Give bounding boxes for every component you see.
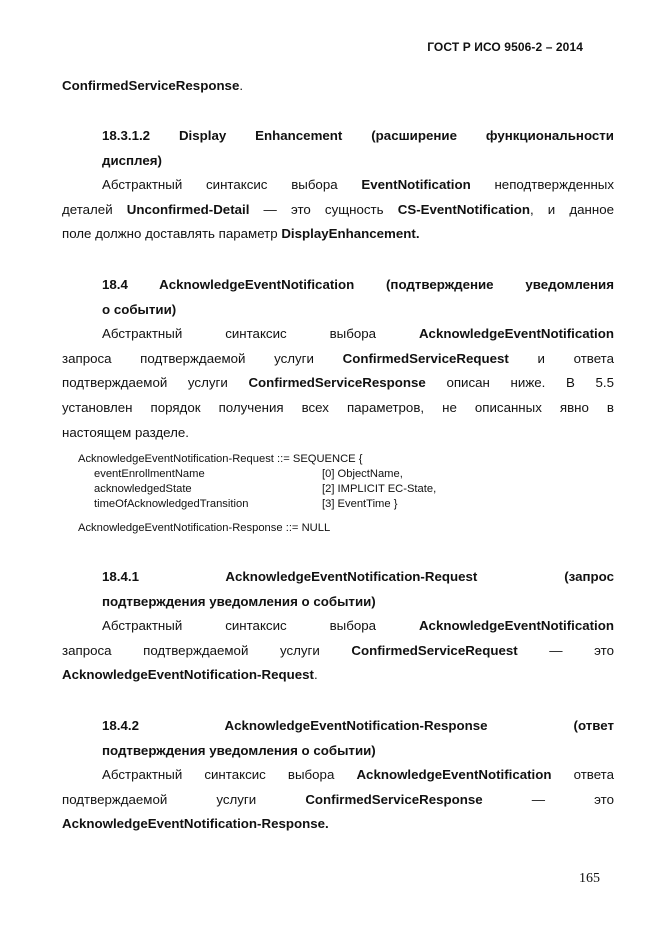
paragraph-line: AcknowledgeEventNotification-Request. [62,667,318,683]
asn1-definition [78,452,437,512]
punct: . [239,78,244,93]
paragraph-line: Абстрактный синтаксис выбора AcknowledgeEventNotification [102,618,614,634]
section-heading-cont: дисплея) [102,152,162,168]
term: ConfirmedServiceResponse [62,78,240,93]
paragraph-line: AcknowledgeEventNotification-Response. [62,816,329,832]
section-heading-cont: подтверждения уведомления о событии) [102,742,376,758]
asn1-row: timeOfAcknowledgedTransition [3] EventTime } [94,498,398,510]
section-heading: 18.3.1.2 Display Enhancement (расширение функциональности [102,128,614,143]
top-line [62,74,614,99]
paragraph-line: запроса подтверждаемой услуги ConfirmedServiceRequest и ответа [62,350,614,366]
paragraph-line: поле должно доставлять параметр DisplayEnhancement. [62,226,420,242]
page-number: 165 [579,871,600,886]
asn1-row: eventEnrollmentName [0] ObjectName, [94,468,403,480]
asn1-response: AcknowledgeEventNotification-Response ::= NULL [78,522,331,534]
paragraph-line: Абстрактный синтаксис выбора EventNotification неподтвержденных [102,177,615,193]
paragraph-line: деталей Unconfirmed-Detail — это сущность CS-EventNotification, и данное [62,201,614,217]
paragraph-line: настоящем разделе. [62,424,189,440]
section-heading: 18.4 AcknowledgeEventNotification (подтверждение уведомления [102,277,614,292]
section-heading-cont: о событии) [102,301,177,317]
section-18-4-1 [62,565,614,688]
paragraph-line: подтверждаемой услуги ConfirmedServiceResponse описан ниже. В 5.5 [62,375,614,391]
paragraph-line: запроса подтверждаемой услуги ConfirmedServiceRequest — это [62,642,614,658]
document-header: ГОСТ Р ИСО 9506-2 – 2014 [427,40,583,54]
section-18-4-2 [62,714,614,837]
paragraph-line: установлен порядок получения всех параметров, не описанных явно в [62,399,614,415]
asn1-row: acknowledgedState [2] IMPLICIT EC-State, [94,483,437,495]
paragraph-line: подтверждаемой услуги ConfirmedServiceResponse — это [62,791,614,807]
section-heading: 18.4.1 AcknowledgeEventNotification-Request (запрос [102,569,614,584]
paragraph-line: Абстрактный синтаксис выбора AcknowledgeEventNotification ответа [102,767,615,783]
section-18-4 [62,273,614,445]
section-18-3-1-2 [62,124,614,247]
section-heading: 18.4.2 AcknowledgeEventNotification-Response (ответ [102,718,614,733]
section-heading-cont: подтверждения уведомления о событии) [102,593,376,609]
paragraph-line: Абстрактный синтаксис выбора AcknowledgeEventNotification [102,326,614,342]
asn1-header: AcknowledgeEventNotification-Request ::= SEQUENCE { [78,453,363,465]
